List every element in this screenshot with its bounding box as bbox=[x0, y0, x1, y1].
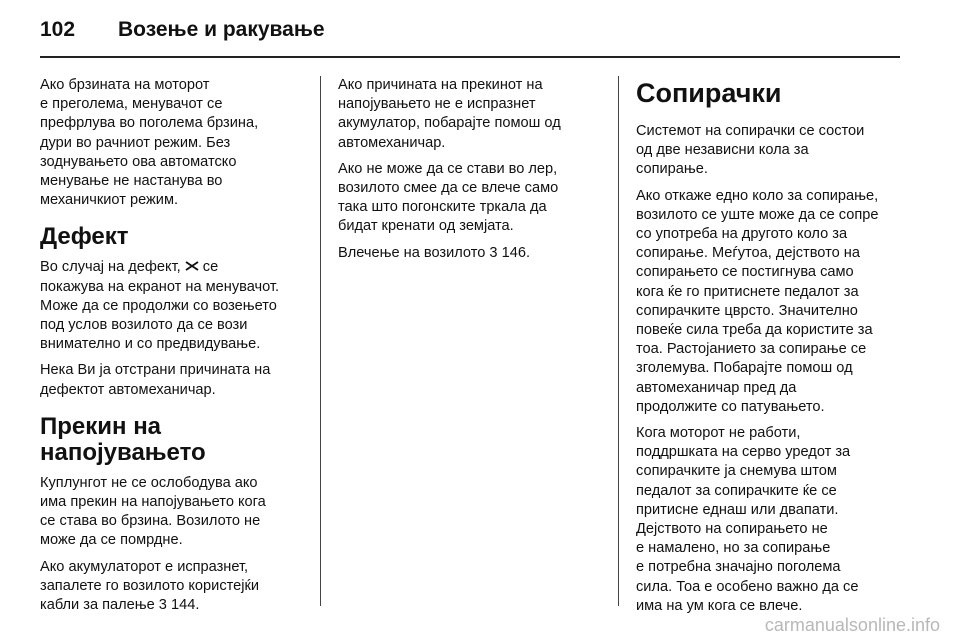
page-header bbox=[40, 14, 920, 54]
col2-paragraph-2: Ако не може да се стави во лер, возилото смее да се влече само така што погонските тркала да бидат кренати од земјата. bbox=[338, 160, 559, 235]
intro-paragraph: Ако брзината на моторот е преголема, менувачот се префрлува во поголема брзина, дури во рачниот режим. Без зоднувањето ова автоматско менување не настанува во механичкиот режим. bbox=[40, 77, 259, 209]
chapter-title: Возење и ракување bbox=[118, 18, 325, 41]
col2-paragraph-3: Влечење на возилото 3 146. bbox=[338, 244, 531, 261]
watermark: carmanualsonline.info bbox=[764, 615, 940, 635]
column-divider-1 bbox=[320, 76, 321, 606]
prekin-paragraph-1: Куплунгот не се ослободува ако има прекин на напојувањето кога се става во брзина. Возилото не може да се помрдне. bbox=[40, 474, 266, 549]
page-reference-icon: 3 bbox=[158, 597, 167, 614]
column-2 bbox=[338, 76, 618, 270]
col3-paragraph-1: Системот на сопирачки се состои од две независни кола за сопирање. bbox=[636, 123, 865, 178]
heading-soprivachki: Сопирачки bbox=[636, 78, 782, 108]
heading-defekt: Дефект bbox=[40, 223, 129, 251]
col3-paragraph-2: Ако откаже едно коло за сопирање, возилото се уште може да се сопре со употреба на другото коло за сопирање. Меѓутоа, дејството на сопирањето се постигнува само кога ќе го притиснете педалот за сопирачките цврсто. Значително повеќе сила треба да користите за тоа. Растојанието за сопирање се зголемува. Побарајте помош од автомеханичар пред да продолжите со патувањето. bbox=[636, 187, 879, 415]
column-divider-2 bbox=[618, 76, 619, 606]
gearbox-fault-icon bbox=[185, 260, 199, 272]
page-reference-icon: 3 bbox=[489, 244, 498, 261]
defekt-paragraph-1: Во случај на дефект, се покажува на екранот на менувачот. Може да се продолжи со возењето под услов возилото да се вози внимателно и со предвидување. bbox=[40, 259, 280, 353]
page-number: 102 bbox=[40, 18, 76, 41]
defekt-paragraph-2: Нека Ви ја отстрани причината на дефектот автомеханичар. bbox=[40, 362, 271, 398]
col2-paragraph-1: Ако причината на прекинот на напојувањето не е испразнет акумулатор, побарајте помош од автомеханичар. bbox=[338, 77, 561, 151]
page-reference-146[interactable]: 146. bbox=[497, 244, 531, 261]
prekin-paragraph-2: Ако акумулаторот е испразнет, запалете го возилото користејќи кабли за палење 3 144. bbox=[40, 558, 260, 614]
column-1 bbox=[40, 76, 314, 622]
col3-paragraph-3: Кога моторот не работи, поддршката на серво уредот за сопирачките ја снемува штом педалот за сопирачките ќе се притисне еднаш или двапати. Дејството на сопирањето не е намалено, но за сопирање е потребна значајно поголема сила. Тоа е особено важно да се има на ум кога се влече. bbox=[636, 425, 859, 614]
heading-prekin: Прекин на напојувањето bbox=[40, 412, 206, 466]
column-3 bbox=[636, 76, 906, 623]
page-reference-144[interactable]: 144. bbox=[166, 597, 200, 614]
header-divider bbox=[40, 56, 900, 58]
